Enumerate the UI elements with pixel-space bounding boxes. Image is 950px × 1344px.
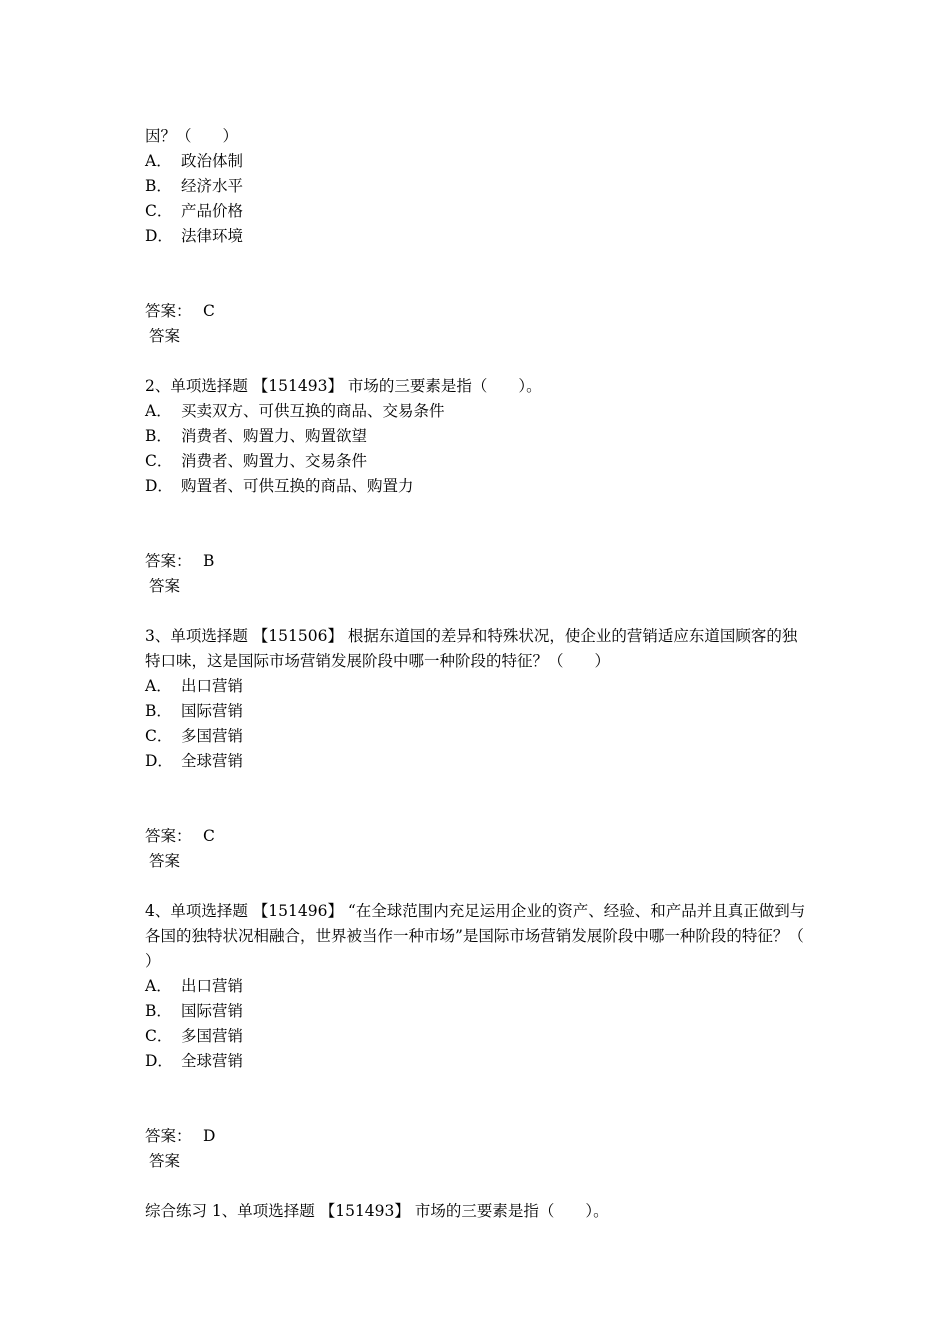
question-1-option-d: D． 法律环境 [145,227,244,245]
question-2-stem: 2、单项选择题 【151493】 市场的三要素是指（ ）。 [145,377,542,395]
question-2-option-c: C． 消费者、购置力、交易条件 [145,452,368,470]
question-1-option-c: C． 产品价格 [145,202,244,220]
question-4-stem: 4、单项选择题 【151496】 “在全球范围内充足运用企业的资产、经验、和产品并且真正做到与各国的独特状况相融合，世界被当作一种市场”是国际市场营销发展阶段中哪一种阶段的特征？（ ） [145,902,835,970]
question-1-answer: 答案： C [145,302,215,320]
question-3-stem: 3、单项选择题 【151506】 根据东道国的差异和特殊状况，使企业的营销适应东道国顾客的独特口味，这是国际市场营销发展阶段中哪一种阶段的特征？（ ） [145,627,798,670]
question-4-answer-heading: 答案 [149,1152,181,1170]
question-3-option-b: B． 国际营销 [145,702,244,720]
question-2-answer-heading: 答案 [149,577,181,595]
document-body [145,124,835,1224]
question-4-option-a: A． 出口营销 [145,977,244,995]
question-3-option-d: D． 全球营销 [145,752,244,770]
question-2-option-a: A． 买卖双方、可供互换的商品、交易条件 [145,402,445,420]
question-1-answer-heading: 答案 [149,327,181,345]
comprehensive-exercise-stem: 综合练习 1、单项选择题 【151493】 市场的三要素是指（ ）。 [145,1202,609,1220]
question-2-option-b: B． 消费者、购置力、购置欲望 [145,427,368,445]
question-2-option-d: D． 购置者、可供互换的商品、购置力 [145,477,414,495]
question-3-answer-heading: 答案 [149,852,181,870]
question-3-option-a: A． 出口营销 [145,677,244,695]
question-1-option-a: A． 政治体制 [145,152,244,170]
question-4-option-b: B． 国际营销 [145,1002,244,1020]
question-2-answer: 答案： B [145,552,215,570]
question-4-option-d: D． 全球营销 [145,1052,244,1070]
question-4-option-c: C． 多国营销 [145,1027,244,1045]
question-3-option-c: C． 多国营销 [145,727,244,745]
question-1-option-b: B． 经济水平 [145,177,244,195]
question-1-stem-tail: 因？（ ） [145,127,239,145]
question-3-answer: 答案： C [145,827,215,845]
question-4-answer: 答案： D [145,1127,216,1145]
